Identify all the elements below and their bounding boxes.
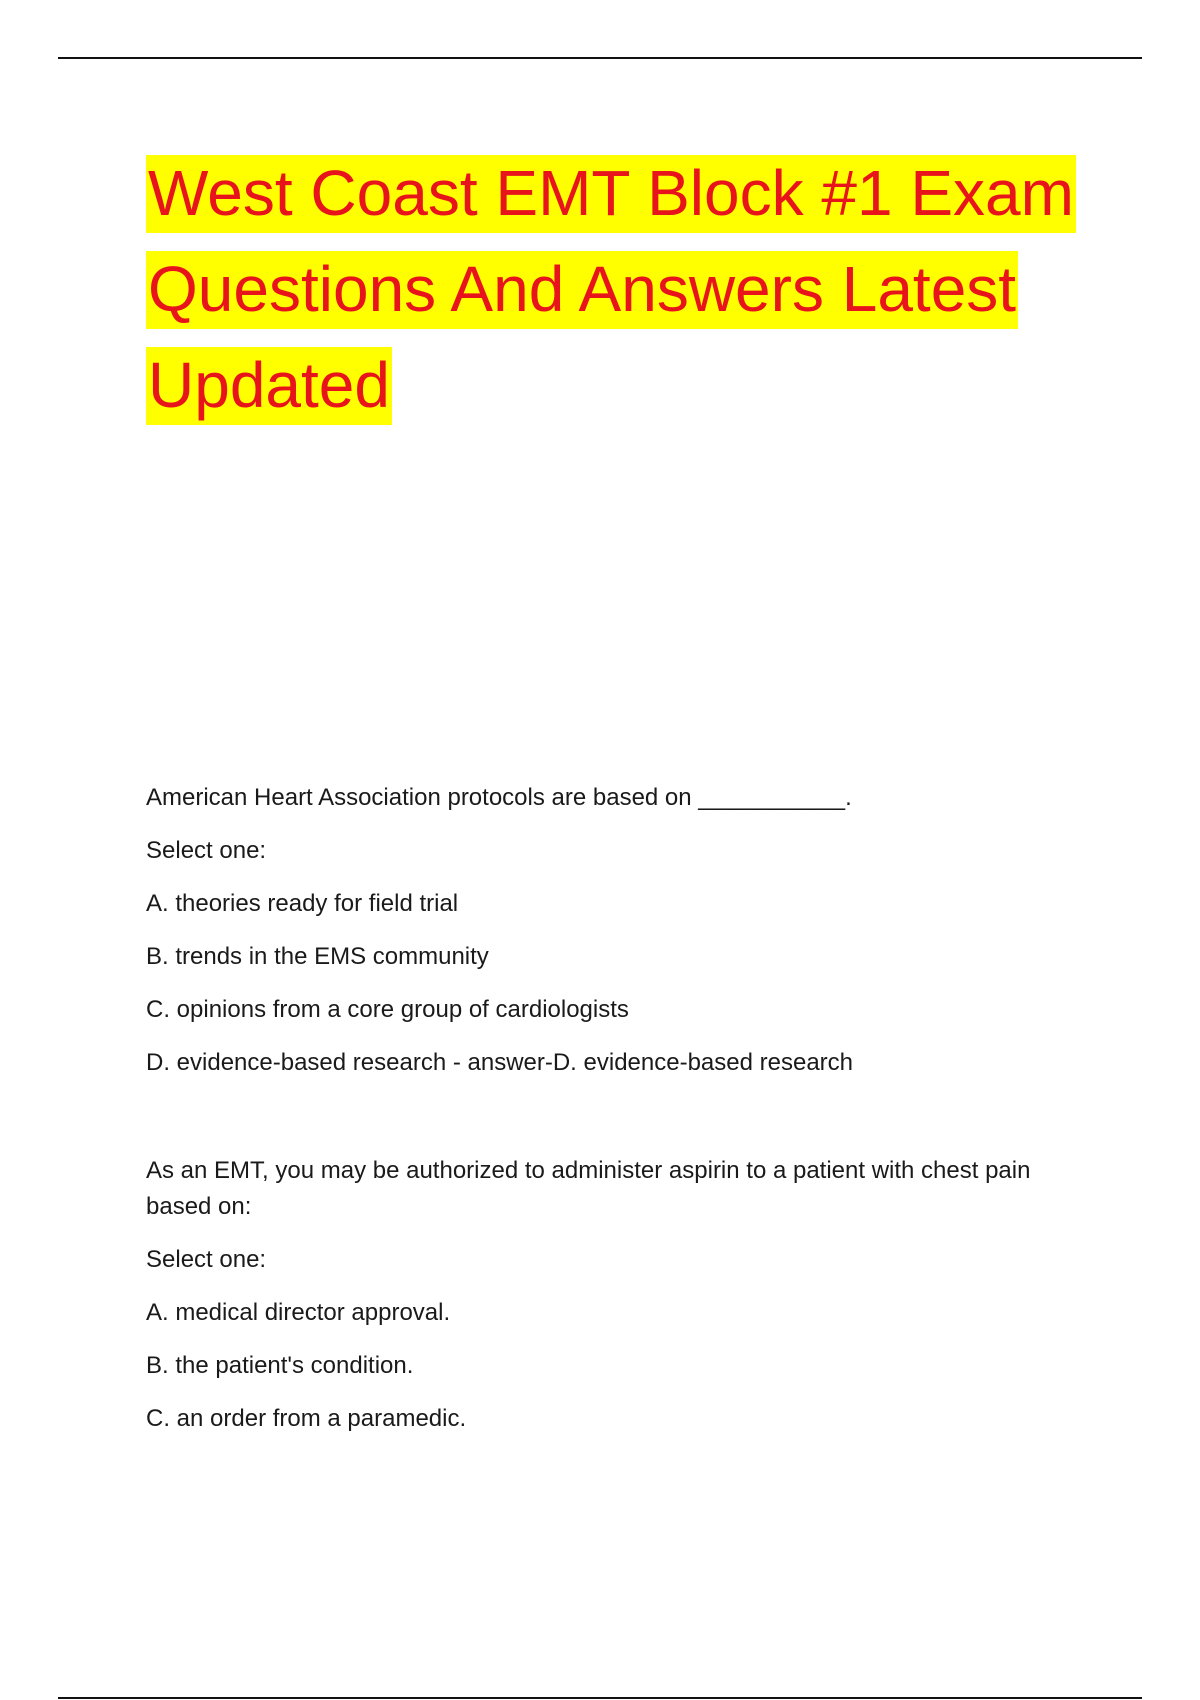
- answer-option-d: D. evidence-based research - answer-D. evidence-based research: [146, 1049, 854, 1076]
- title-line: West Coast EMT Block #1 Exam: [146, 145, 1106, 241]
- select-prompt: Select one:: [146, 837, 267, 864]
- answer-option-a: A. theories ready for field trial: [146, 890, 459, 917]
- question-block-2: [146, 1153, 1076, 1454]
- answer-option-c: C. opinions from a core group of cardiologists: [146, 996, 629, 1023]
- document-title: [146, 145, 1106, 433]
- footer-rule: [58, 1697, 1142, 1699]
- title-line: Updated: [146, 337, 1106, 433]
- header-rule: [58, 57, 1142, 59]
- question-text: American Heart Association protocols are based on ___________.: [146, 784, 852, 811]
- title-line: Questions And Answers Latest: [146, 241, 1106, 337]
- select-prompt: Select one:: [146, 1246, 267, 1273]
- answer-option-c: C. an order from a paramedic.: [146, 1405, 467, 1432]
- question-block-1: [146, 780, 1076, 1098]
- answer-option-b: B. the patient's condition.: [146, 1352, 414, 1379]
- question-text: As an EMT, you may be authorized to administer aspirin to a patient with chest pain based on:: [146, 1157, 1031, 1220]
- answer-option-b: B. trends in the EMS community: [146, 943, 489, 970]
- answer-option-a: A. medical director approval.: [146, 1299, 451, 1326]
